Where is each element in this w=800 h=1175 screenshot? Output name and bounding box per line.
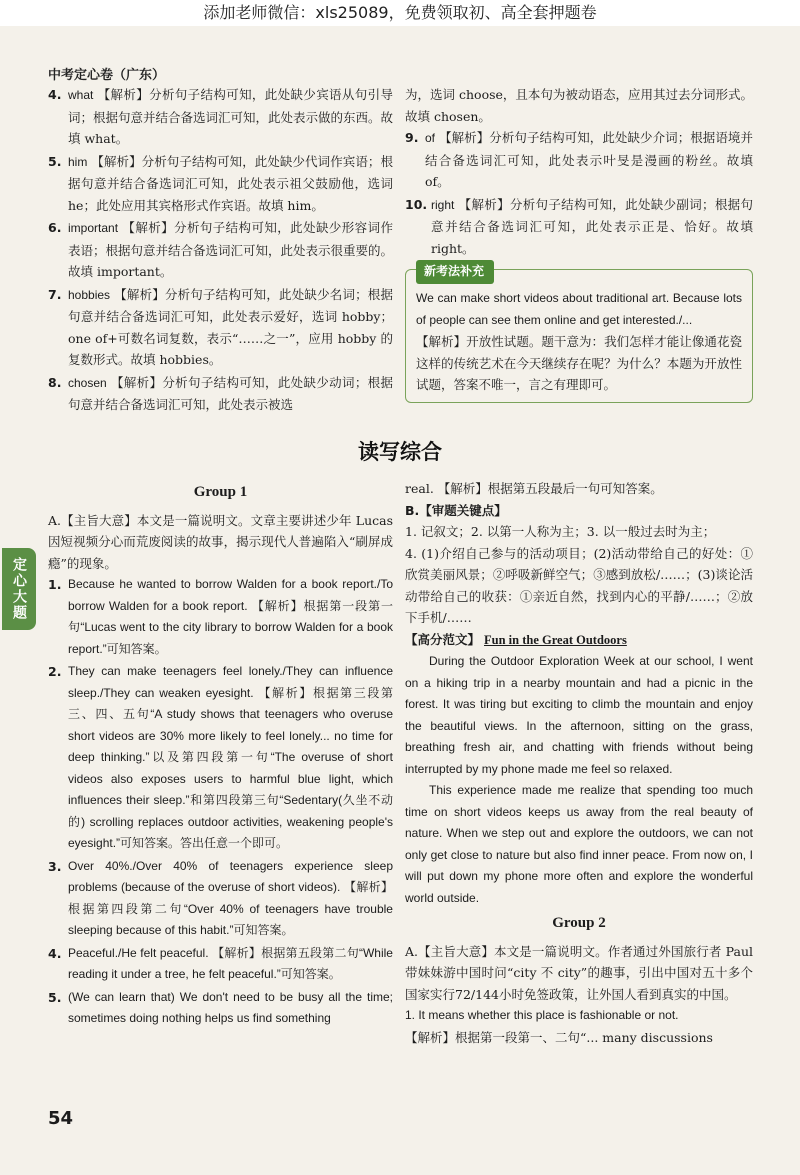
answer-analysis: 【解析】分析句子结构可知，此处缺少介词；根据语境并结合备选词汇可知，此处表示叶旻是漫画的粉丝。故填 of。 (425, 130, 753, 189)
item-number: 5. (48, 989, 62, 1005)
supplement-label: 新考法补充 (416, 260, 494, 284)
group2-main-idea: A.【主旨大意】本文是一篇说明文。作者通过外国旅行者 Paul 带妹妹游中国时问“city 不 city”的趣事，引出中国对五十多个国家实行72/144小时免签政策，让外国人看到真实的中国。 (405, 943, 753, 1002)
answer-analysis: 【解析】分析句子结构可知，此处缺少名词；根据句意并结合备选词汇可知，此处表示爱好，选词 hobby；one of+可数名词复数，表示“……之一”，应用 hobby 的复数形式。故填 hobbies。 (68, 286, 393, 367)
answer-text: Peaceful./He felt peaceful. 【解析】根据第五段第二句“While reading it under a tree, he felt peaceful.”可知答案。 (68, 945, 393, 981)
group1-title: Group 1 (193, 484, 248, 500)
answer-item (48, 217, 393, 283)
model-essay-label: 【高分范文】 (405, 631, 481, 647)
answer-item (48, 284, 393, 371)
item-number: 5. (48, 153, 62, 169)
item-number: 4. (48, 945, 62, 961)
answer-item (48, 84, 393, 150)
model-essay-paragraph-2: This experience made me realize that spending too much time on short videos keeps us away from the real beauty of nature. When we step out and explore the outdoors, we can not only get close to nature but also find inner peace. From now on, I will put down my phone more often and explore the wonderful world outside. (405, 783, 753, 905)
model-essay-title: Fun in the Great Outdoors (484, 632, 627, 647)
answer-text: Over 40%./Over 40% of teenagers experience sleep problems (because of the overuse of short videos). 【解析】根据第四段第二句“Over 40% of teenagers have trouble sleeping because of this habit.”可知答案。 (68, 858, 393, 937)
group2-item-1-analysis: 【解析】根据第一段第一、二句“... many discussions (405, 1029, 713, 1045)
answer-item (48, 574, 393, 660)
answer-item (405, 194, 753, 260)
watermark-banner: 添加老师微信：xls25089，免费领取初、高全套押题卷 (0, 0, 800, 26)
answer-item (48, 856, 393, 942)
answer-word: hobbies (68, 287, 111, 302)
review-key-point-4: 4. (1)介绍自己参与的活动项目；(2)活动带给自己的好处：①欣赏美丽风景；②呼吸新鲜空气；③感到放松/……；(3)谈论活动带给自己的收获：①亲近自然，找到内心的平静/……；②放下手机/…… (405, 545, 753, 625)
answer-analysis: 【解析】分析句子结构可知，此处缺少宾语从句引导词；根据句意并结合备选词汇可知，此处表示做的东西。故填 what。 (68, 87, 394, 146)
continued-text: real. 【解析】根据第五段最后一句可知答案。 (405, 481, 663, 496)
model-essay-paragraph-1: During the Outdoor Exploration Week at our school, I went on a hiking trip in a nearby mountain and had a picnic in the forest. It was tiring but exciting to climb the mountain and enjoy the beautiful views. In the afternoon, sitting on the grass, breathing fresh air, and chatting with friends without being interrupted by my phone made me feel so relaxed. (405, 654, 753, 776)
item-number: 6. (48, 220, 62, 235)
answer-word: of (425, 131, 436, 145)
item-number: 2. (48, 664, 62, 679)
answer-item (48, 943, 393, 986)
side-tab: 定心大题 (2, 548, 36, 630)
answer-analysis: 【解析】分析句子结构可知，此处缺少代词作宾语；根据句意并结合备选词汇可知，此处表示祖父鼓励他，选词 he；此处应用其宾格形式作宾语。故填 him。 (68, 153, 393, 213)
item-number: 7. (48, 286, 62, 302)
supplement-answer: We can make short videos about traditional art. Because lots of people can see them online and get interested./... (416, 291, 742, 327)
item-number: 3. (48, 858, 62, 874)
review-key-point-1: 1. 记叙文；2. 以第一人称为主；3. 以一般过去时为主； (405, 524, 716, 539)
supplement-box (405, 264, 753, 403)
group1-main-idea: A.【主旨大意】本文是一篇说明文。文章主要讲述少年 Lucas 因短视频分心而荒废阅读的故事，揭示现代人普遍陷入“刷屏成瘾”的现象。 (48, 512, 393, 571)
answer-text: (We can learn that) We don't need to be busy all the time; sometimes doing nothing helps us find something (68, 989, 393, 1025)
answer-analysis: 【解析】分析句子结构可知，此处缺少形容词作表语；根据句意并结合备选词汇可知，此处表示很重要的。故填 important。 (68, 220, 394, 279)
group1-continued-column (405, 478, 753, 1048)
item-number: 10. (405, 196, 428, 212)
answer-item (405, 127, 753, 193)
answer-item (48, 372, 393, 416)
answer-word: what (68, 88, 94, 102)
item-number: 8. (48, 374, 62, 390)
answer-word: right (431, 197, 455, 212)
section-title: 读写综合 (358, 440, 442, 464)
running-head: 中考定心卷（广东） (48, 68, 166, 83)
continued-text: 为，选词 choose，且本句为被动语态，应用其过去分词形式。故填 chosen。 (405, 87, 753, 124)
answer-analysis: 【解析】分析句子结构可知，此处缺少动词；根据句意并结合备选词汇可知，此处表示被选 (68, 374, 393, 412)
answer-item (48, 151, 393, 217)
review-key-points-title: B.【审题关键点】 (405, 502, 507, 518)
group2-title: Group 2 (552, 915, 606, 931)
item-number: 4. (48, 87, 62, 102)
answer-word: important (68, 221, 119, 235)
supplement-analysis: 【解析】开放性试题。题干意为：我们怎样才能让像通花瓷这样的传统艺术在今天继续存在呢？为什么？本题为开放性试题，答案不唯一，言之有理即可。 (416, 334, 742, 392)
answers-top-left (48, 84, 393, 417)
page-number: 54 (48, 1108, 74, 1129)
answer-item (48, 987, 393, 1030)
answer-item (48, 661, 393, 855)
answer-text: Because he wanted to borrow Walden for a book report./To borrow Walden for a book report. 【解析】根据第一段第一句“Lucas went to the city library to borrow Walden for a book report.”可知答案。 (68, 577, 393, 656)
answer-word: chosen (68, 375, 107, 390)
group1-column (48, 478, 393, 1031)
answer-analysis: 【解析】分析句子结构可知，此处缺少副词；根据句意并结合备选词汇可知，此处表示正是、恰好。故填 right。 (431, 196, 753, 256)
answer-word: him (68, 154, 88, 169)
answer-text: They can make teenagers feel lonely./They can influence sleep./They can weaken eyesight. 【解析】根据第三段第三、四、五句“A study shows that teenagers who overuse short videos are 30% more likely to feel lonely... no time for deep thinking.”以及第四段第一句“The overuse of short videos also exposes users to harmful blue light, which influences their sleep.”和第四段第三句“Sedentary(久坐不动的) scrolling replaces outdoor activities, weakening people's eyesight.”可知答案。答出任意一个即可。 (68, 664, 393, 850)
model-essay-heading (405, 629, 753, 652)
group2-item-1: 1. It means whether this place is fashionable or not. (405, 1008, 679, 1022)
item-number: 1. (48, 577, 62, 592)
answers-top-right (405, 84, 753, 403)
item-number: 9. (405, 130, 419, 145)
